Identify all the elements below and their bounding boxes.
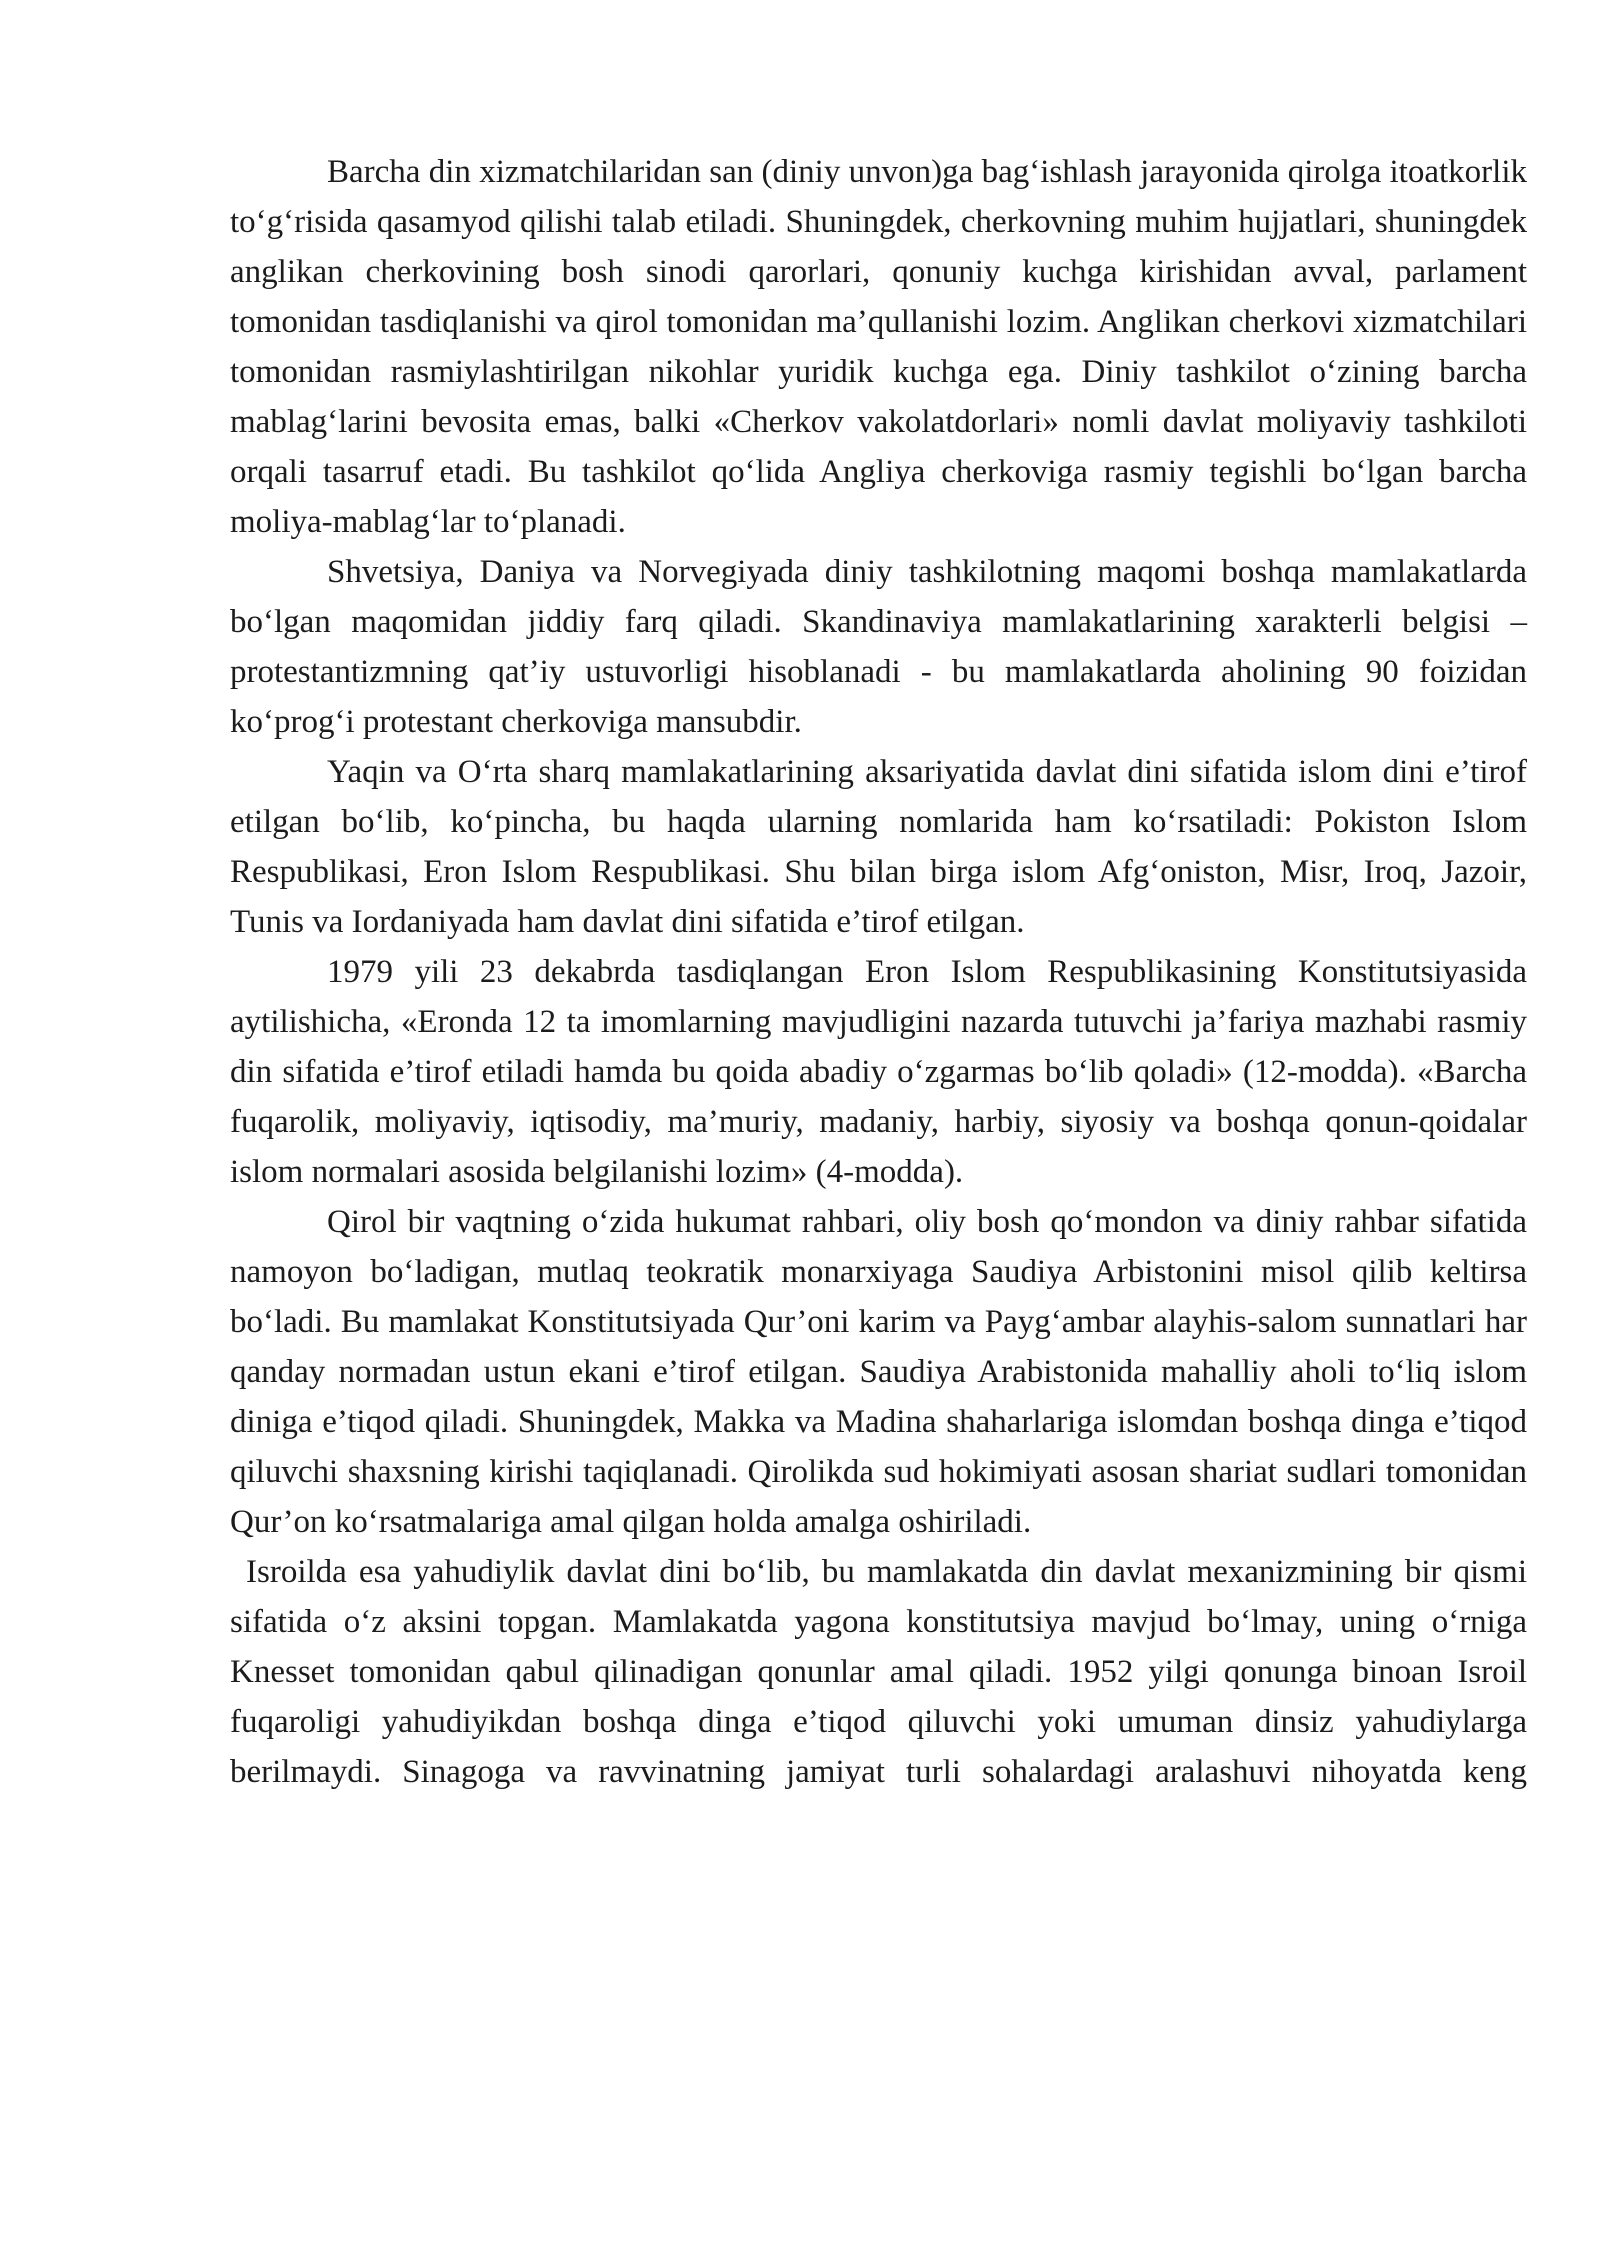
paragraph-saudi-arabia: Qirol bir vaqtning o‘zida hukumat rahbari, oliy bosh qo‘mondon va diniy rahbar sifatida namoyon bo‘ladigan, mutlaq teokratik monarxiyaga Saudiya Arbistonini misol qilib keltirsa bo‘ladi. Bu mamlakat Konstitutsiyada Qur’oni karim va Payg‘ambar alayhis-salom sunnatlari har qanday normadan ustun ekani e’tirof etilgan. Saudiya Arabistonida mahalliy aholi to‘liq islom diniga e’tiqod qiladi. Shuningdek, Makka va Madina shaharlariga islomdan boshqa dinga e’tiqod qiluvchi shaxsning kirishi taqiqlanadi. Qirolikda sud hokimiyati asosan shariat sudlari tomonidan Qur’on ko‘rsatmalariga amal qilgan holda amalga oshiriladi. [230, 1204, 1527, 1540]
paragraph-iran-constitution: 1979 yili 23 dekabrda tasdiqlangan Eron Islom Respublikasining Konstitutsiyasida aytilishicha, «Eronda 12 ta imomlarning mavjudligini nazarda tutuvchi ja’fariya mazhabi rasmiy din sifatida e’tirof etiladi hamda bu qoida abadiy o‘zgarmas bo‘lib qoladi» (12-modda). «Barcha fuqarolik, moliyaviy, iqtisodiy, ma’muriy, madaniy, harbiy, siyosiy va boshqa qonun-qoidalar islom normalari asosida belgilanishi lozim» (4-modda). [230, 954, 1527, 1190]
paragraph-middle-east: Yaqin va O‘rta sharq mamlakatlarining aksariyatida davlat dini sifatida islom dini e’tirof etilgan bo‘lib, ko‘pincha, bu haqda ularning nomlarida ham ko‘rsatiladi: Pokiston Islom Respublikasi, Eron Islom Respublikasi. Shu bilan birga islom Afg‘oniston, Misr, Iroq, Jazoir, Tunis va Iordaniyada ham davlat dini sifatida e’tirof etilgan. [230, 754, 1527, 940]
paragraph-scandinavia: Shvetsiya, Daniya va Norvegiyada diniy tashkilotning maqomi boshqa mamlakatlarda bo‘lgan maqomidan jiddiy farq qiladi. Skandinaviya mamlakatlarining xarakterli belgisi – protestantizmning qat’iy ustuvorligi hisoblanadi - bu mamlakatlarda aholining 90 foizidan ko‘prog‘i protestant cherkoviga mansubdir. [230, 554, 1527, 740]
document-page [230, 147, 1527, 1797]
paragraph-israel: Isroilda esa yahudiylik davlat dini bo‘lib, bu mamlakatda din davlat mexanizmining bir qismi sifatida o‘z aksini topgan. Mamlakatda yagona konstitutsiya mavjud bo‘lmay, uning o‘rniga Knesset tomonidan qabul qilinadigan qonunlar amal qiladi. 1952 yilgi qonunga binoan Isroil fuqaroligi yahudiyikdan boshqa dinga e’tiqod qiluvchi yoki umuman dinsiz yahudiylarga berilmaydi. Sinagoga va ravvinatning jamiyat turli sohalardagi aralashuvi nihoyatda keng [230, 1554, 1527, 1790]
paragraph-anglican-church: Barcha din xizmatchilaridan san (diniy unvon)ga bag‘ishlash jarayonida qirolga itoatkorlik to‘g‘risida qasamyod qilishi talab etiladi. Shuningdek, cherkovning muhim hujjatlari, shuningdek anglikan cherkovining bosh sinodi qarorlari, qonuniy kuchga kirishidan avval, parlament tomonidan tasdiqlanishi va qirol tomonidan ma’qullanishi lozim. Anglikan cherkovi xizmatchilari tomonidan rasmiylashtirilgan nikohlar yuridik kuchga ega. Diniy tashkilot o‘zining barcha mablag‘larini bevosita emas, balki «Cherkov vakolatdorlari» nomli davlat moliyaviy tashkiloti orqali tasarruf etadi. Bu tashkilot qo‘lida Angliya cherkoviga rasmiy tegishli bo‘lgan barcha moliya-mablag‘lar to‘planadi. [230, 154, 1527, 540]
